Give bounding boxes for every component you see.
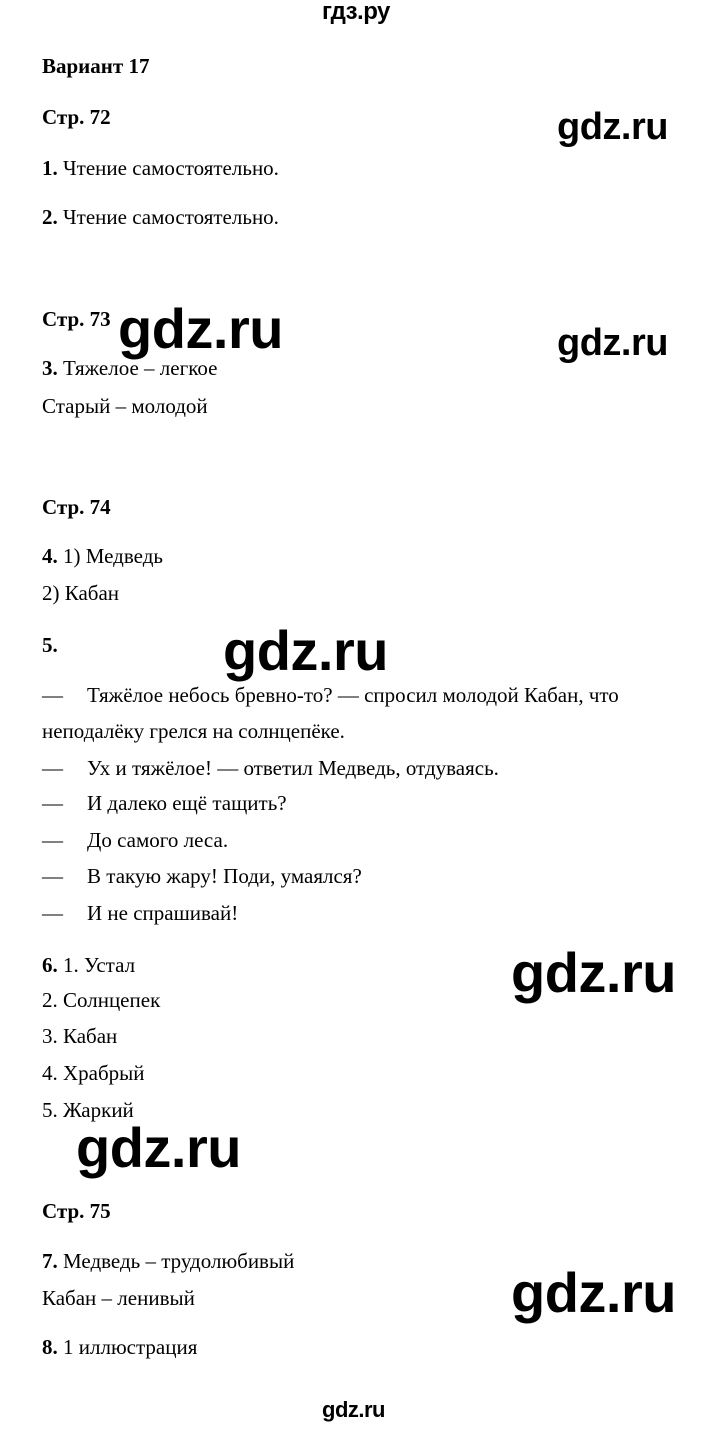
task-7-line-2: Кабан – ленивый [42, 1286, 195, 1310]
task-4-line-2: 2) Кабан [42, 581, 120, 605]
task-text: Тяжелое – легкое [63, 356, 218, 380]
dialogue-line: неподалёку грелся на солнцепёке. [42, 719, 345, 743]
watermark: gdz.ru [223, 619, 388, 682]
watermark: gdz.ru [76, 1116, 241, 1179]
task-6 [42, 952, 135, 978]
watermark: gdz.ru [511, 941, 676, 1004]
watermark: gdz.ru [118, 297, 283, 360]
task-3 [42, 355, 217, 381]
dialogue-dash: — [42, 756, 63, 780]
header-watermark: гдз.ру [322, 0, 390, 25]
task-text: Чтение самостоятельно. [63, 205, 279, 229]
page-heading-72: Стр. 72 [42, 105, 111, 129]
task-text: 1) Медведь [63, 544, 163, 568]
task-5-number: 5. [42, 633, 58, 657]
list-item: 1. Устал [63, 953, 136, 977]
dialogue-line: — Ух и тяжёлое! — ответил Медведь, отдуваясь. [42, 756, 499, 780]
variant-title: Вариант 17 [42, 54, 150, 78]
dialogue-line: — И далеко ещё тащить? [42, 791, 287, 815]
task-number: 1. [42, 156, 58, 180]
task-3-line-2: Старый – молодой [42, 394, 208, 418]
task-number: 8. [42, 1335, 58, 1359]
task-text: Медведь – трудолюбивый [63, 1249, 295, 1273]
dialogue-line: — В такую жару! Поди, умаялся? [42, 864, 362, 888]
dialogue-line: — И не спрашивай! [42, 901, 239, 925]
dialogue-dash: — [42, 683, 63, 707]
list-item: 5. Жаркий [42, 1098, 134, 1122]
watermark: gdz.ru [511, 1261, 676, 1324]
task-4 [42, 543, 163, 569]
task-number: 4. [42, 544, 58, 568]
page-heading-75: Стр. 75 [42, 1199, 111, 1223]
task-number: 7. [42, 1249, 58, 1273]
dialogue-dash: — [42, 864, 63, 888]
task-2 [42, 204, 279, 230]
page-heading-73: Стр. 73 [42, 307, 111, 331]
list-item: 4. Храбрый [42, 1061, 145, 1085]
watermark: gdz.ru [557, 322, 668, 364]
task-number: 2. [42, 205, 58, 229]
dialogue-dash: — [42, 901, 63, 925]
task-number: 6. [42, 953, 58, 977]
list-item: 2. Солнцепек [42, 988, 161, 1012]
page-heading-74: Стр. 74 [42, 495, 111, 519]
dialogue-line: — До самого леса. [42, 828, 229, 852]
task-7 [42, 1248, 294, 1274]
task-1 [42, 155, 279, 181]
task-text: Чтение самостоятельно. [63, 156, 279, 180]
dialogue-line: — Тяжёлое небось бревно-то? — спросил молодой Кабан, что [42, 683, 619, 707]
task-text: 1 иллюстрация [63, 1335, 198, 1359]
task-8 [42, 1334, 197, 1360]
footer-watermark: gdz.ru [322, 1397, 385, 1422]
dialogue-dash: — [42, 828, 63, 852]
list-item: 3. Кабан [42, 1024, 118, 1048]
watermark: gdz.ru [557, 106, 668, 148]
task-number: 3. [42, 356, 58, 380]
dialogue-dash: — [42, 791, 63, 815]
